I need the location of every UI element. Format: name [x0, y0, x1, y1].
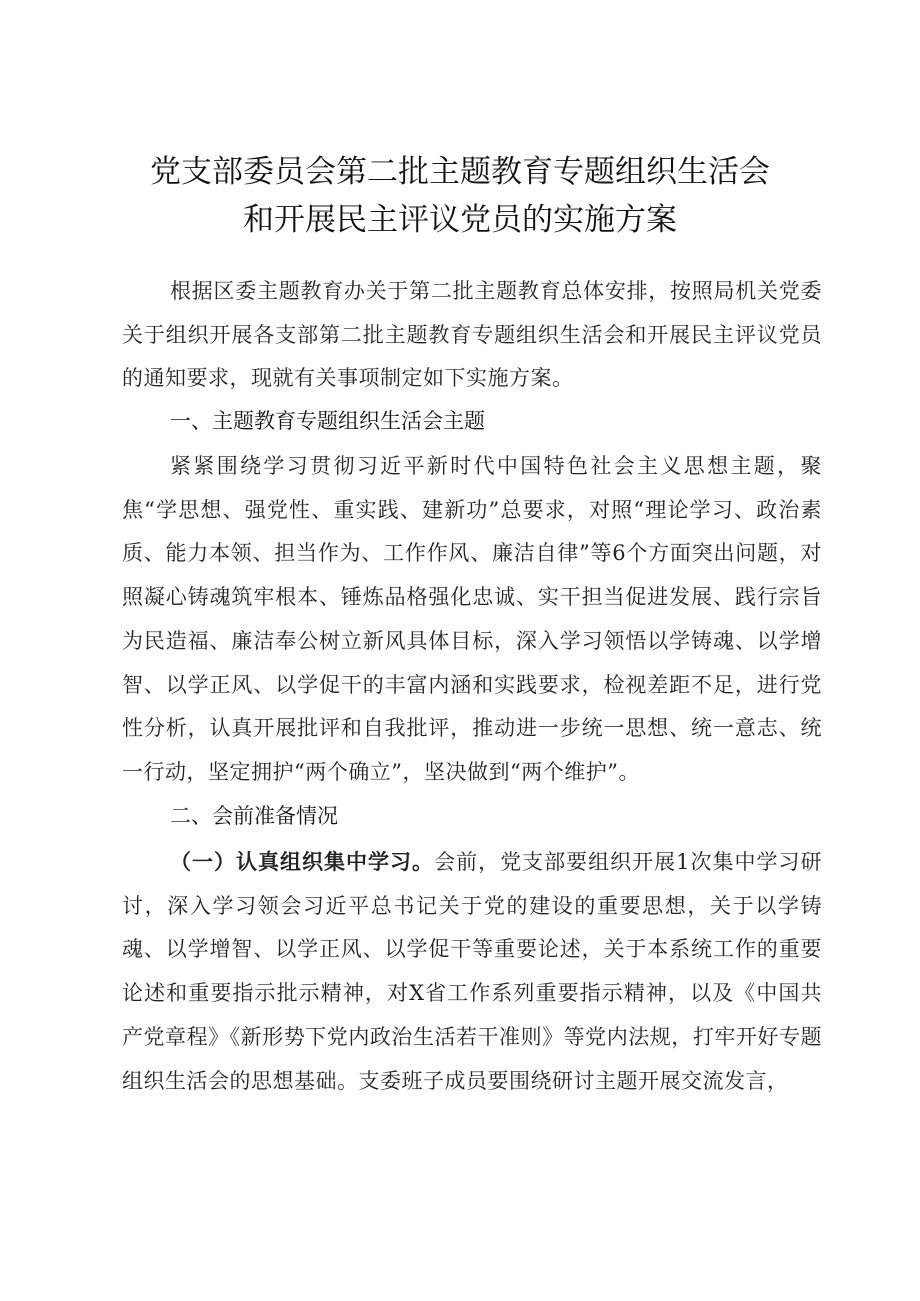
document-title-line-1: 党支部委员会第二批主题教育专题组织生活会 [150, 154, 770, 190]
document-title-line-2: 和开展民主评议党员的实施方案 [243, 202, 677, 238]
section-2-item-1-body: 会前，党支部要组织开展1次集中学习研讨，深入学习领会习近平总书记关于党的建设的重要思想，关于以学铸魂、以学增智、以学正风、以学促干等重要论述，关于本系统工作的重要论述和重要指示批示精神，对X省工作系列重要指示精神，以及《中国共产党章程》《新形势下党内政治生活若干准则》等党内法规，打牢开好专题组织生活会的思想基础。支委班子成员要围绕研讨主题开展交流发言， [122, 850, 823, 1093]
section-2-item-1-lead: （一）认真组织集中学习。 [170, 849, 435, 874]
section-2-heading: 二、会前准备情况 [170, 804, 338, 828]
intro-paragraph: 根据区委主题教育办关于第二批主题教育总体安排，按照局机关党委关于组织开展各支部第二批主题教育专题组织生活会和开展民主评议党员的通知要求，现就有关事项制定如下实施方案。 [122, 279, 822, 391]
section-2-item-1-paragraph [122, 840, 822, 1103]
section-1-paragraph: 紧紧围绕学习贯彻习近平新时代中国特色社会主义思想主题，聚焦“学思想、强党性、重实践、建新功”总要求，对照“理论学习、政治素质、能力本领、担当作为、工作作风、廉洁自律”等6个方面突出问题，对照凝心铸魂筑牢根本、锤炼品格强化忠诚、实干担当促进发展、践行宗旨为民造福、廉洁奉公树立新风具体目标，深入学习领悟以学铸魂、以学增智、以学正风、以学促干的丰富内涵和实践要求，检视差距不足，进行党性分析，认真开展批评和自我批评，推动进一步统一思想、统一意志、统一行动，坚定拥护“两个确立”，坚决做到“两个维护”。 [122, 454, 822, 784]
section-1-heading: 一、主题教育专题组织生活会主题 [170, 409, 485, 433]
